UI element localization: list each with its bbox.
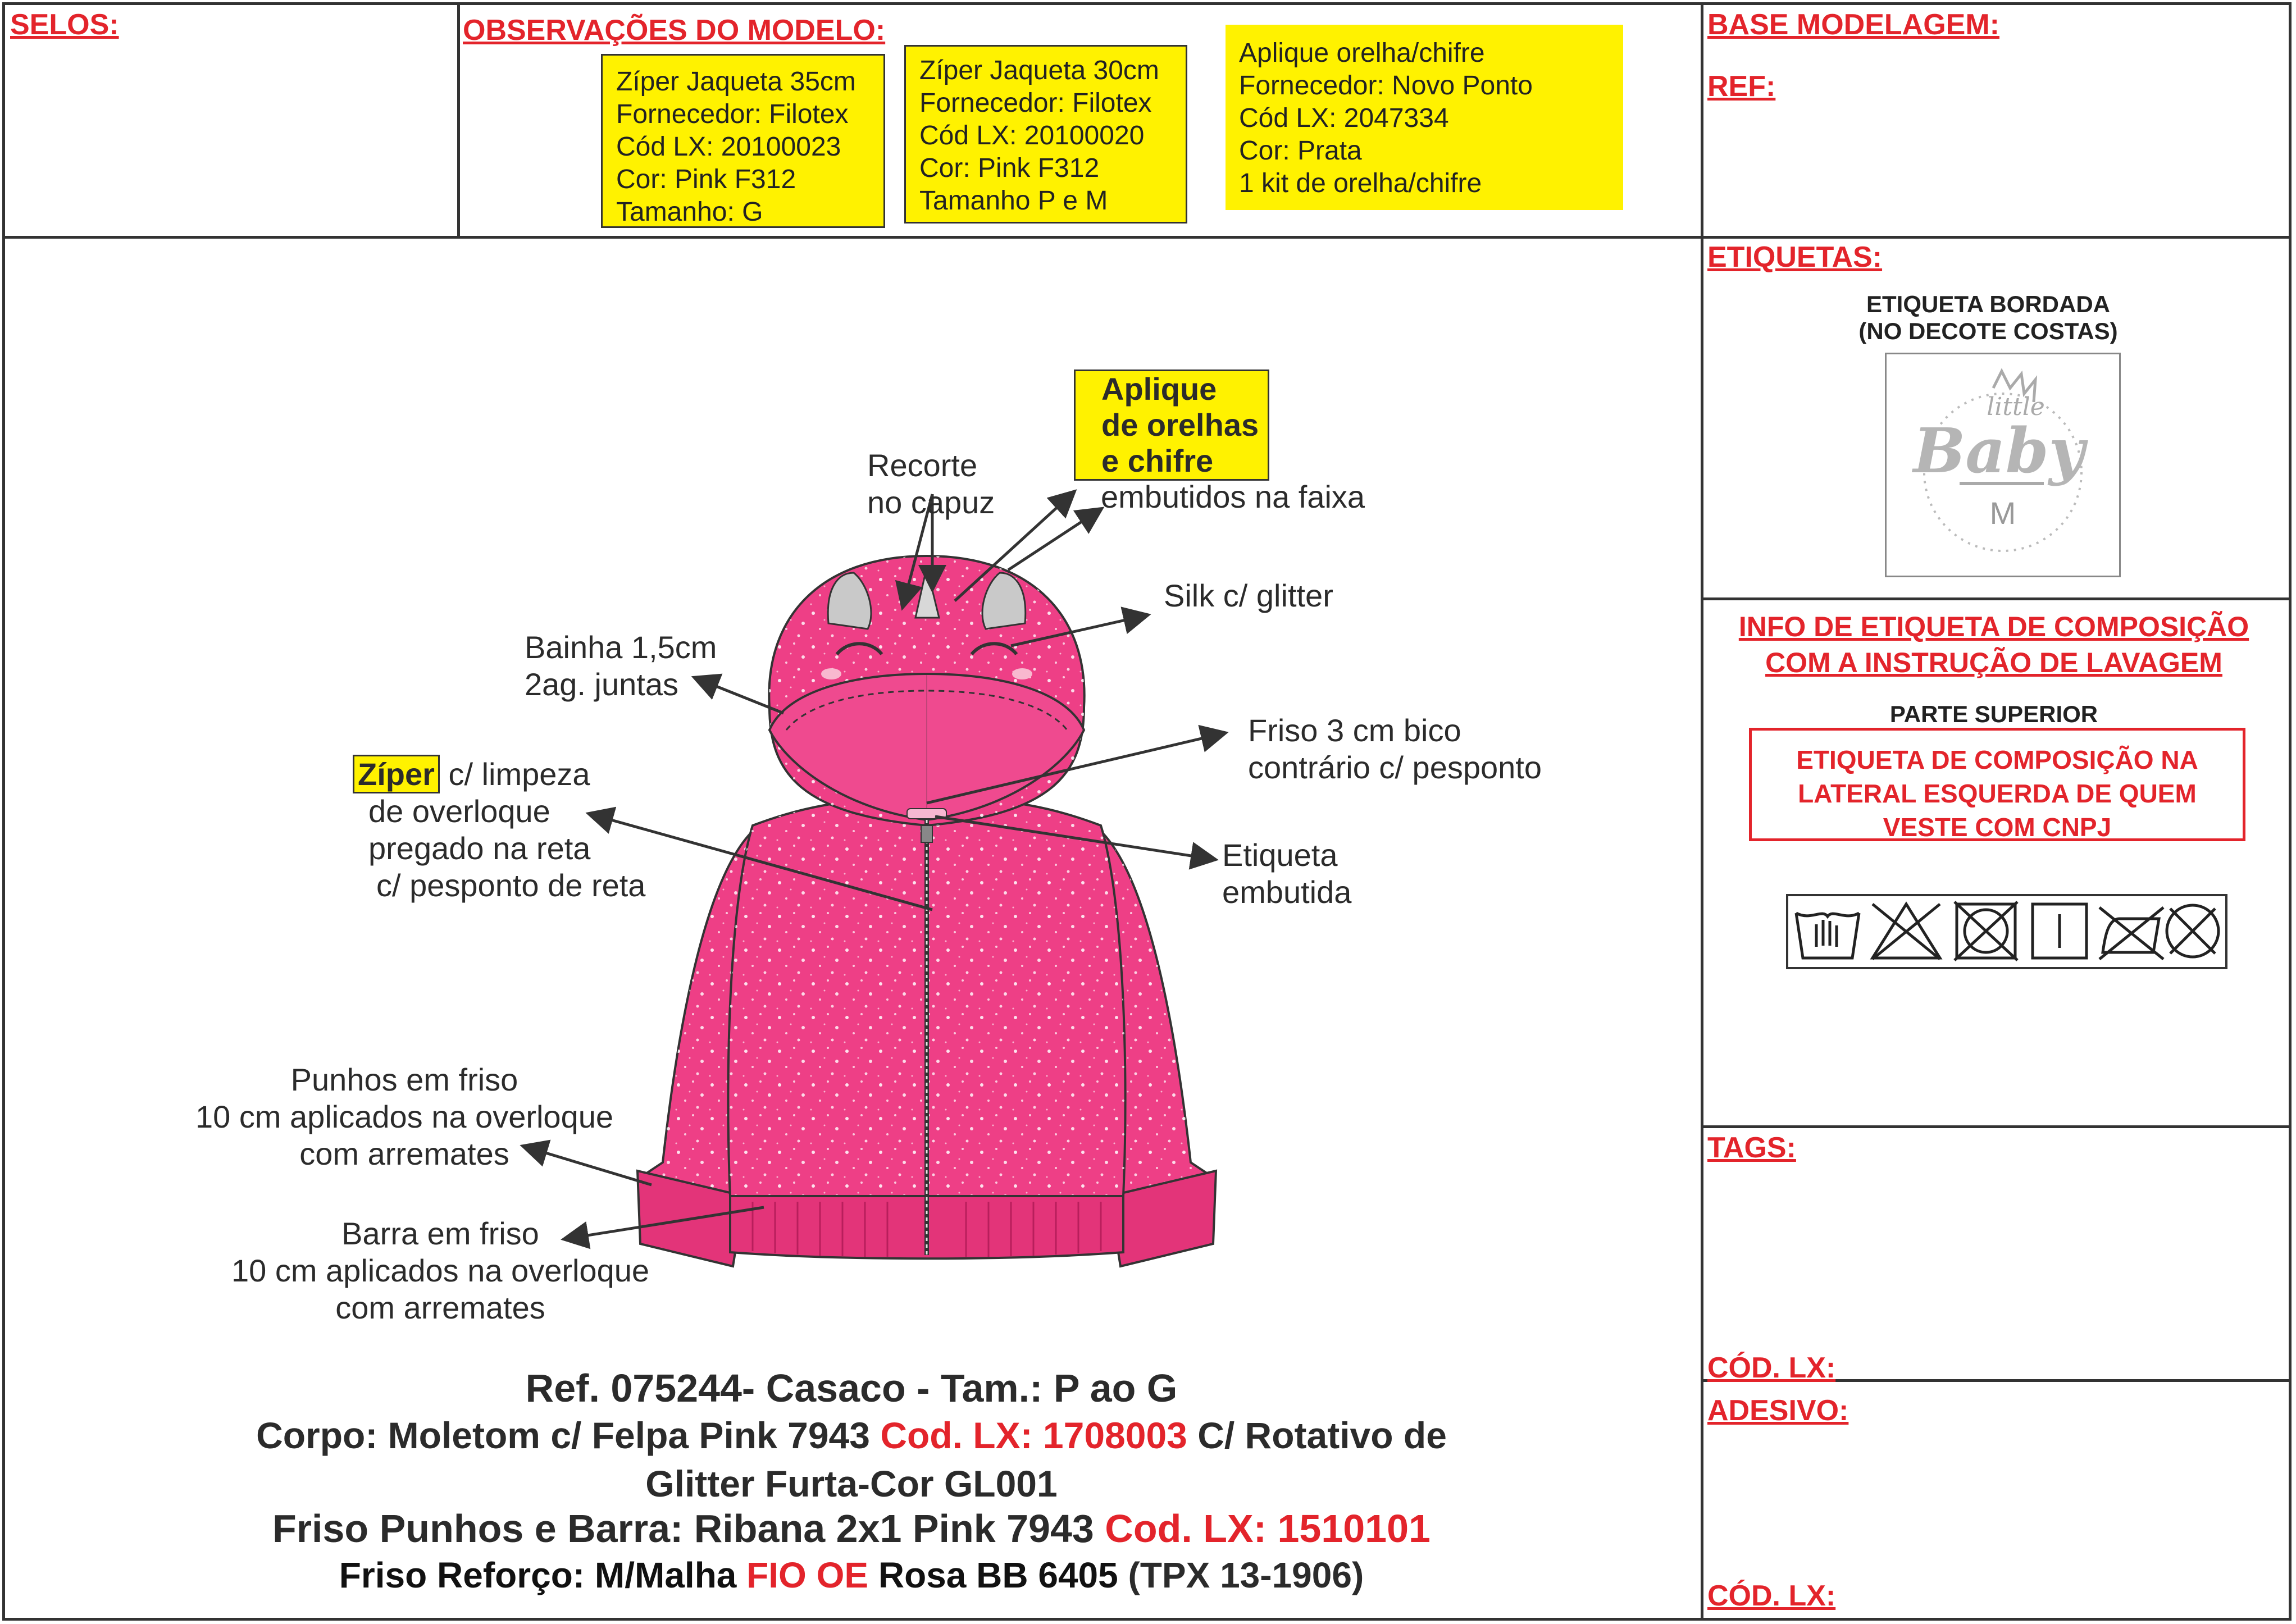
corpo-rest: C/ Rotativo de	[1187, 1415, 1447, 1456]
zipper-30-line-5: Tamanho P e M	[919, 186, 1108, 216]
ziper-line-1: c/ limpeza	[448, 756, 590, 792]
no-dry-clean-icon	[2167, 905, 2218, 957]
info-comp-line-1: INFO DE ETIQUETA DE COMPOSIÇÃO	[1738, 611, 2249, 642]
bordada-line-1: ETIQUETA BORDADA	[1866, 291, 2110, 317]
svg-text:M: M	[1989, 495, 2016, 531]
friso-bico-line-2: contrário c/ pesponto	[1248, 750, 1542, 785]
reforco-fio: FIO OE	[746, 1555, 869, 1595]
recorte-annotation	[867, 447, 995, 521]
brand-label-box	[1885, 353, 2121, 577]
care-symbols-box	[1786, 894, 2227, 969]
little-baby-logo	[1887, 354, 2119, 576]
product-glitter-line: Glitter Furta-Cor GL001	[645, 1463, 1058, 1504]
silk-annotation: Silk c/ glitter	[1164, 578, 1333, 613]
punhos-line-2: 10 cm aplicados na overloque	[195, 1099, 614, 1134]
product-reforco-line	[0, 1554, 1703, 1596]
bordada-line-2: (NO DECOTE COSTAS)	[1858, 318, 2118, 344]
hand-wash-icon	[1796, 913, 1859, 958]
aplique-line-4: Cor: Prata	[1239, 136, 1362, 166]
zipper-30-line-3: Cód LX: 20100020	[919, 121, 1145, 150]
aplique-line-b: de orelhas	[1101, 407, 1259, 443]
etiqueta-line-2: embutida	[1222, 874, 1352, 910]
svg-text:little: little	[1987, 393, 2045, 421]
ziper-highlight: Zíper	[353, 755, 440, 793]
etiquetas-heading: ETIQUETAS:	[1707, 241, 1883, 273]
line-dry-icon	[2033, 904, 2087, 958]
ziper-line-2: de overloque	[368, 793, 550, 829]
product-body-line	[0, 1414, 1703, 1457]
ziper-line-4: c/ pesponto de reta	[376, 868, 646, 903]
zipper-35-line-3: Cód LX: 20100023	[616, 132, 841, 162]
barra-line-3: com arremates	[335, 1290, 545, 1325]
comp-box-line-3: VESTE COM CNPJ	[1883, 813, 2112, 842]
zipper-30-line-4: Cor: Pink F312	[919, 153, 1100, 183]
comp-box-line-2: LATERAL ESQUERDA DE QUEM	[1798, 779, 2197, 808]
reforco-rosa: Rosa BB 6405	[868, 1555, 1118, 1595]
product-friso-line	[0, 1506, 1703, 1551]
no-tumble-dry-icon	[1955, 902, 2017, 960]
punhos-line-1: Punhos em friso	[290, 1062, 518, 1097]
no-iron-icon	[2099, 907, 2163, 959]
friso-bico-line-1: Friso 3 cm bico	[1248, 713, 1461, 748]
barra-line-2: 10 cm aplicados na overloque	[231, 1253, 650, 1288]
zipper-30-line-1: Zíper Jaqueta 30cm	[919, 56, 1159, 85]
etiqueta-line-1: Etiqueta	[1222, 837, 1338, 873]
reforco-text: Friso Reforço: M/Malha	[339, 1555, 747, 1595]
aplique-annotation-rest: embutidos na faixa	[1101, 479, 1365, 514]
etiqueta-annotation	[1222, 837, 1351, 911]
tags-heading: TAGS:	[1707, 1132, 1796, 1164]
zipper-35-line-5: Tamanho: G	[616, 197, 763, 227]
base-modelagem-heading: BASE MODELAGEM:	[1707, 8, 1999, 41]
reforco-tpx: (TPX 13-1906)	[1118, 1555, 1364, 1595]
parte-superior-label: PARTE SUPERIOR	[1889, 701, 2098, 727]
zipper-35-line-4: Cor: Pink F312	[616, 165, 796, 194]
no-bleach-icon	[1873, 904, 1940, 959]
observacoes-heading: OBSERVAÇÕES DO MODELO:	[463, 14, 886, 47]
bainha-line-1: Bainha 1,5cm	[525, 629, 717, 665]
aplique-line-a: Aplique	[1101, 371, 1217, 407]
svg-text:Baby: Baby	[1913, 414, 2085, 487]
friso-text: Friso Punhos e Barra: Ribana 2x1 Pink 7943	[272, 1507, 1105, 1550]
aplique-line-1: Aplique orelha/chifre	[1239, 38, 1485, 68]
barra-annotation	[216, 1215, 665, 1326]
ref-heading: REF:	[1707, 70, 1776, 103]
ziper-line-3: pregado na reta	[368, 831, 591, 866]
comp-box-line-1: ETIQUETA DE COMPOSIÇÃO NA	[1796, 745, 2198, 774]
aplique-annotation-highlight	[1074, 369, 1269, 481]
recorte-line-1: Recorte	[867, 448, 978, 483]
aplique-line-2: Fornecedor: Novo Ponto	[1239, 71, 1533, 101]
aplique-line-5: 1 kit de orelha/chifre	[1239, 168, 1482, 198]
zipper-35-line-2: Fornecedor: Filotex	[616, 99, 849, 129]
bainha-annotation	[525, 629, 717, 703]
zipper-30-line-2: Fornecedor: Filotex	[919, 88, 1152, 118]
sidebar-divider-1	[1701, 597, 2292, 600]
friso-bico-annotation	[1248, 712, 1542, 786]
adesivo-heading: ADESIVO:	[1707, 1394, 1849, 1427]
product-ref: Ref. 075244- Casaco - Tam.: P ao G	[525, 1366, 1178, 1410]
aplique-line-3: Cód LX: 2047334	[1239, 103, 1449, 133]
barra-line-1: Barra em friso	[341, 1216, 539, 1251]
recorte-line-2: no capuz	[867, 485, 995, 520]
etiqueta-bordada-label	[1848, 291, 2129, 345]
bainha-line-2: 2ag. juntas	[525, 667, 678, 702]
info-composicao-heading	[1719, 609, 2269, 681]
cod-lx-adesivo: CÓD. LX:	[1707, 1580, 1836, 1612]
composition-label-box	[1749, 728, 2245, 841]
ziper-annotation	[353, 756, 645, 904]
corpo-text: Corpo: Moletom c/ Felpa Pink 7943	[256, 1415, 881, 1456]
aplique-line-c: e chifre	[1101, 443, 1214, 478]
punhos-line-3: com arremates	[299, 1136, 509, 1171]
cod-lx-tags: CÓD. LX:	[1707, 1352, 1836, 1384]
selos-heading: SELOS:	[10, 8, 119, 41]
punhos-annotation	[180, 1061, 629, 1173]
sidebar-divider-2	[1701, 1125, 2292, 1128]
corpo-code: Cod. LX: 1708003	[880, 1415, 1187, 1456]
zipper-35-line-1: Zíper Jaqueta 35cm	[616, 67, 856, 97]
info-comp-line-2: COM A INSTRUÇÃO DE LAVAGEM	[1765, 647, 2222, 678]
friso-code: Cod. LX: 1510101	[1105, 1507, 1431, 1550]
care-symbols	[1788, 896, 2225, 967]
